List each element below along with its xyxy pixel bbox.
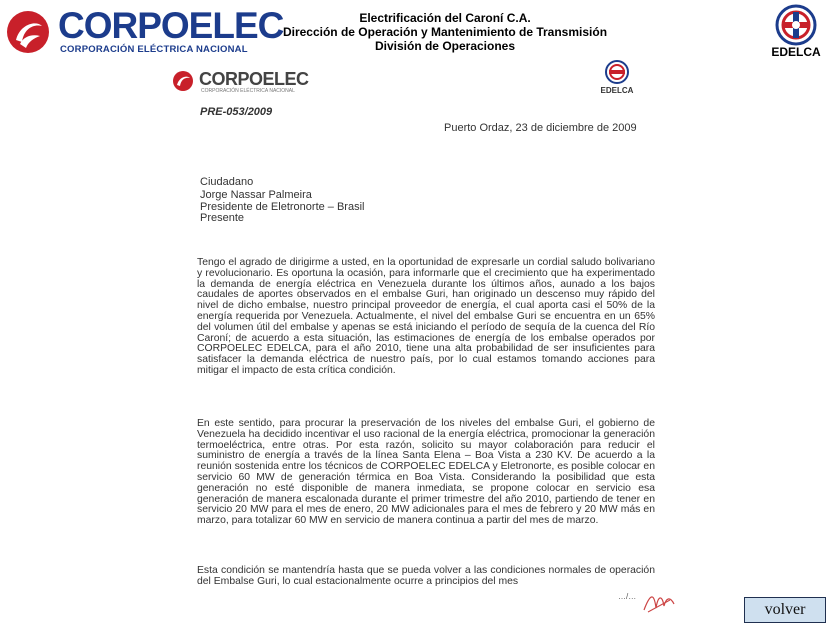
header-direction: Dirección de Operación y Mantenimiento de Transmisión	[282, 25, 608, 39]
volver-button[interactable]: volver	[744, 597, 826, 623]
addressee-closing: Presente	[200, 212, 245, 224]
edelca-logo-icon	[775, 4, 817, 46]
letter-paragraph-1: Tengo el agrado de dirigirme a usted, en la oportunidad de expresarle un cordial saludo bolivariano y revolucionario. Es oportuna la ocasión, para informarle que el crecimiento que ha experimentado la demanda de energía eléctrica en Venezuela durante los últimos años, aunado a los bajos caudales de aportes observados en el embalse Guri, han originado un descenso muy rápido del nivel de dicho embalse, nuestro principal proveedor de energía, el cual aporta casi el 50% de la energía requerida por Venezuela. Actualmente, el nivel del embalse Guri se encuentra en un 65% del volumen útil del embalse y apenas se está iniciando el período de sequía de la cuenca del Río Caroní; de acuerdo a esta situación, las estimaciones de energía de los embalse operados por CORPOELEC EDELCA, para el año 2010, tiene una alta probabilidad de ser insuficientes para satisfacer la demanda eléctrica de nuestro país, por lo cual estamos tomando acciones para mitigar el impacto de esta crítica condición.	[197, 257, 655, 376]
letter-brand-subtitle: CORPORACIÓN ELÉCTRICA NACIONAL	[201, 88, 295, 94]
letter-date: Puerto Ordaz, 23 de diciembre de 2009	[444, 122, 637, 134]
addressee-title: Ciudadano	[200, 176, 254, 188]
addressee-position: Presidente de Eletronorte – Brasil	[200, 201, 365, 213]
letter-edelca-label: EDELCA	[600, 86, 634, 95]
letter-corpoelec-logo-icon	[172, 70, 198, 92]
letter-reference: PRE-053/2009	[200, 106, 273, 118]
initials-signature-icon	[640, 588, 680, 616]
page-continuation-mark: …/…	[618, 592, 637, 601]
letter-brand-name: CORPOELEC	[199, 69, 309, 89]
corpoelec-logo-icon	[6, 10, 50, 54]
letter-paragraph-2: En este sentido, para procurar la preservación de los niveles del embalse Guri, el gobierno de Venezuela ha decidido incentivar el uso racional de la energía eléctrica, promocionar la generación termoeléctrica, entre otras. Por esta razón, solicito su mayor colaboración para reducir el suministro de energía a través de la línea Santa Elena – Boa Vista a 230 KV. De acuerdo a la reunión sostenida entre los técnicos de CORPOELEC EDELCA y Eletronorte, es posible colocar en servicio 60 MW de generación térmica en Boa Vista. Considerando la posibilidad que esta generación no esté disponible de manera inmediata, se propone colocar en servicio esa generación de manera escalonada durante el primer trimestre del año 2010, partiendo de tener en servicio 20 MW para el mes de enero, 20 MW adicionales para el mes de febrero y 20 MW más en marzo, para totalizar 60 MW en servicio de manera continua a partir del mes de marzo.	[197, 418, 655, 527]
edelca-label: EDELCA	[771, 45, 821, 59]
header-division: División de Operaciones	[374, 39, 516, 53]
letter-edelca-logo-icon	[603, 60, 631, 84]
brand-name: CORPOELEC	[58, 5, 284, 46]
addressee-name: Jorge Nassar Palmeira	[200, 189, 312, 201]
header-company: Electrificación del Caroní C.A.	[359, 11, 531, 25]
letter-paragraph-3: Esta condición se mantendría hasta que se pueda volver a las condiciones normales de operación del Embalse Guri, lo cual estacionalmente ocurre a principios del mes	[197, 565, 655, 587]
brand-subtitle: CORPORACIÓN ELÉCTRICA NACIONAL	[60, 44, 248, 55]
